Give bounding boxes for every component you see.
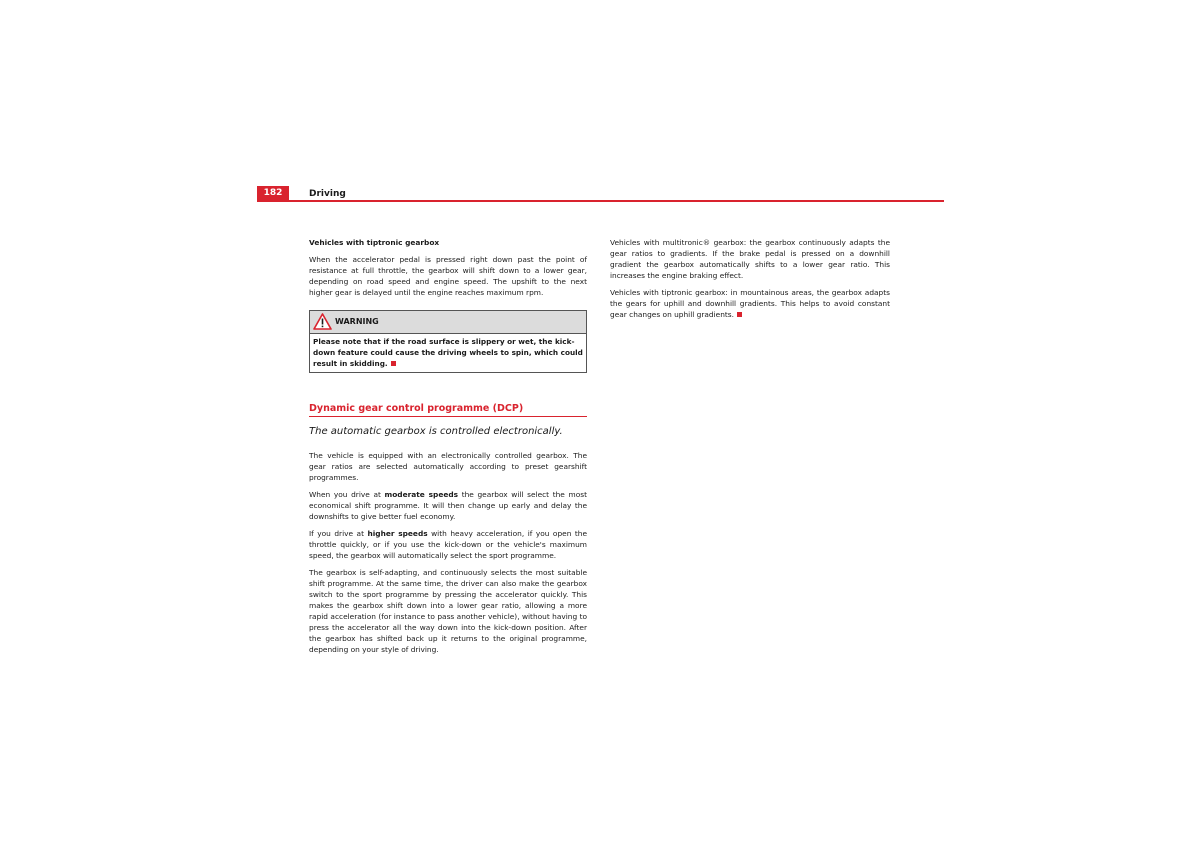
tiptronic-mountain-paragraph xyxy=(610,287,890,320)
kickdown-paragraph: When the accelerator pedal is pressed right down past the point of resistance at full throttle, the gearbox will shift down to a lower gear, depending on road speed and engine speed. The upshift to the next higher gear is delayed until the engine reaches maximum rpm. xyxy=(309,255,587,297)
left-column xyxy=(309,237,587,661)
emphasis-higher-speeds: higher speeds xyxy=(367,529,428,538)
emphasis-moderate-speeds: moderate speeds xyxy=(384,490,459,499)
text-run: the gearbox will select the most economical shift programme. It will then change up early and delay the downshifts to give better fuel economy. xyxy=(309,490,587,521)
section-end-marker-icon xyxy=(737,312,742,317)
warning-triangle-icon xyxy=(313,313,332,330)
warning-text: Please note that if the road surface is slippery or wet, the kick-down feature could cause the driving wheels to spin, which could result in skidding. xyxy=(313,337,583,368)
text-run: with heavy acceleration, if you open the throttle quickly, or if you use the kick-down or the vehicle's maximum speed, the gearbox will automatically select the sport programme. xyxy=(309,529,588,560)
warning-title: WARNING xyxy=(335,317,379,326)
page-number: 182 xyxy=(257,186,289,200)
page-header xyxy=(257,186,944,202)
warning-header xyxy=(310,311,586,334)
text-run: If you drive at xyxy=(309,529,368,538)
section-end-marker-icon xyxy=(391,361,396,366)
tiptronic-subheading: Vehicles with tiptronic gearbox xyxy=(309,238,440,247)
header-rule xyxy=(257,200,944,202)
text-run: Vehicles with tiptronic gearbox: in mountainous areas, the gearbox adapts the gears for uphill and downhill gradients. This helps to avoid constant gear changes on uphill gradients. xyxy=(610,288,890,319)
text-run: When you drive at xyxy=(309,490,385,499)
dcp-paragraph-4: The gearbox is self-adapting, and continuously selects the most suitable shift programme. At the same time, the driver can also make the gearbox switch to the sport programme by pressing the accelerator quickly. This makes the gearbox shift down into a lower gear ratio, allowing a more rapid acceleration (for instance to pass another vehicle), without having to press the accelerator all the way down into the kick-down position. After the gearbox has shifted back up it returns to the original programme, depending on your style of driving. xyxy=(309,568,587,654)
dcp-paragraph-2 xyxy=(309,489,587,522)
dcp-heading: Dynamic gear control programme (DCP) xyxy=(309,403,587,417)
dcp-intro: The automatic gearbox is controlled electronically. xyxy=(309,426,563,437)
dcp-paragraph-1: The vehicle is equipped with an electronically controlled gearbox. The gear ratios are selected automatically according to preset gearshift programmes. xyxy=(309,451,587,482)
warning-box xyxy=(309,310,587,373)
multitronic-paragraph: Vehicles with multitronic® gearbox: the gearbox continuously adapts the gear ratios to gradients. If the brake pedal is pressed on a downhill gradient the gearbox automatically shifts to a lower gear ratio. This increases the engine braking effect. xyxy=(610,238,890,280)
warning-body xyxy=(310,334,586,372)
right-column xyxy=(610,237,890,326)
section-title: Driving xyxy=(309,189,346,199)
dcp-paragraph-3 xyxy=(309,528,587,561)
